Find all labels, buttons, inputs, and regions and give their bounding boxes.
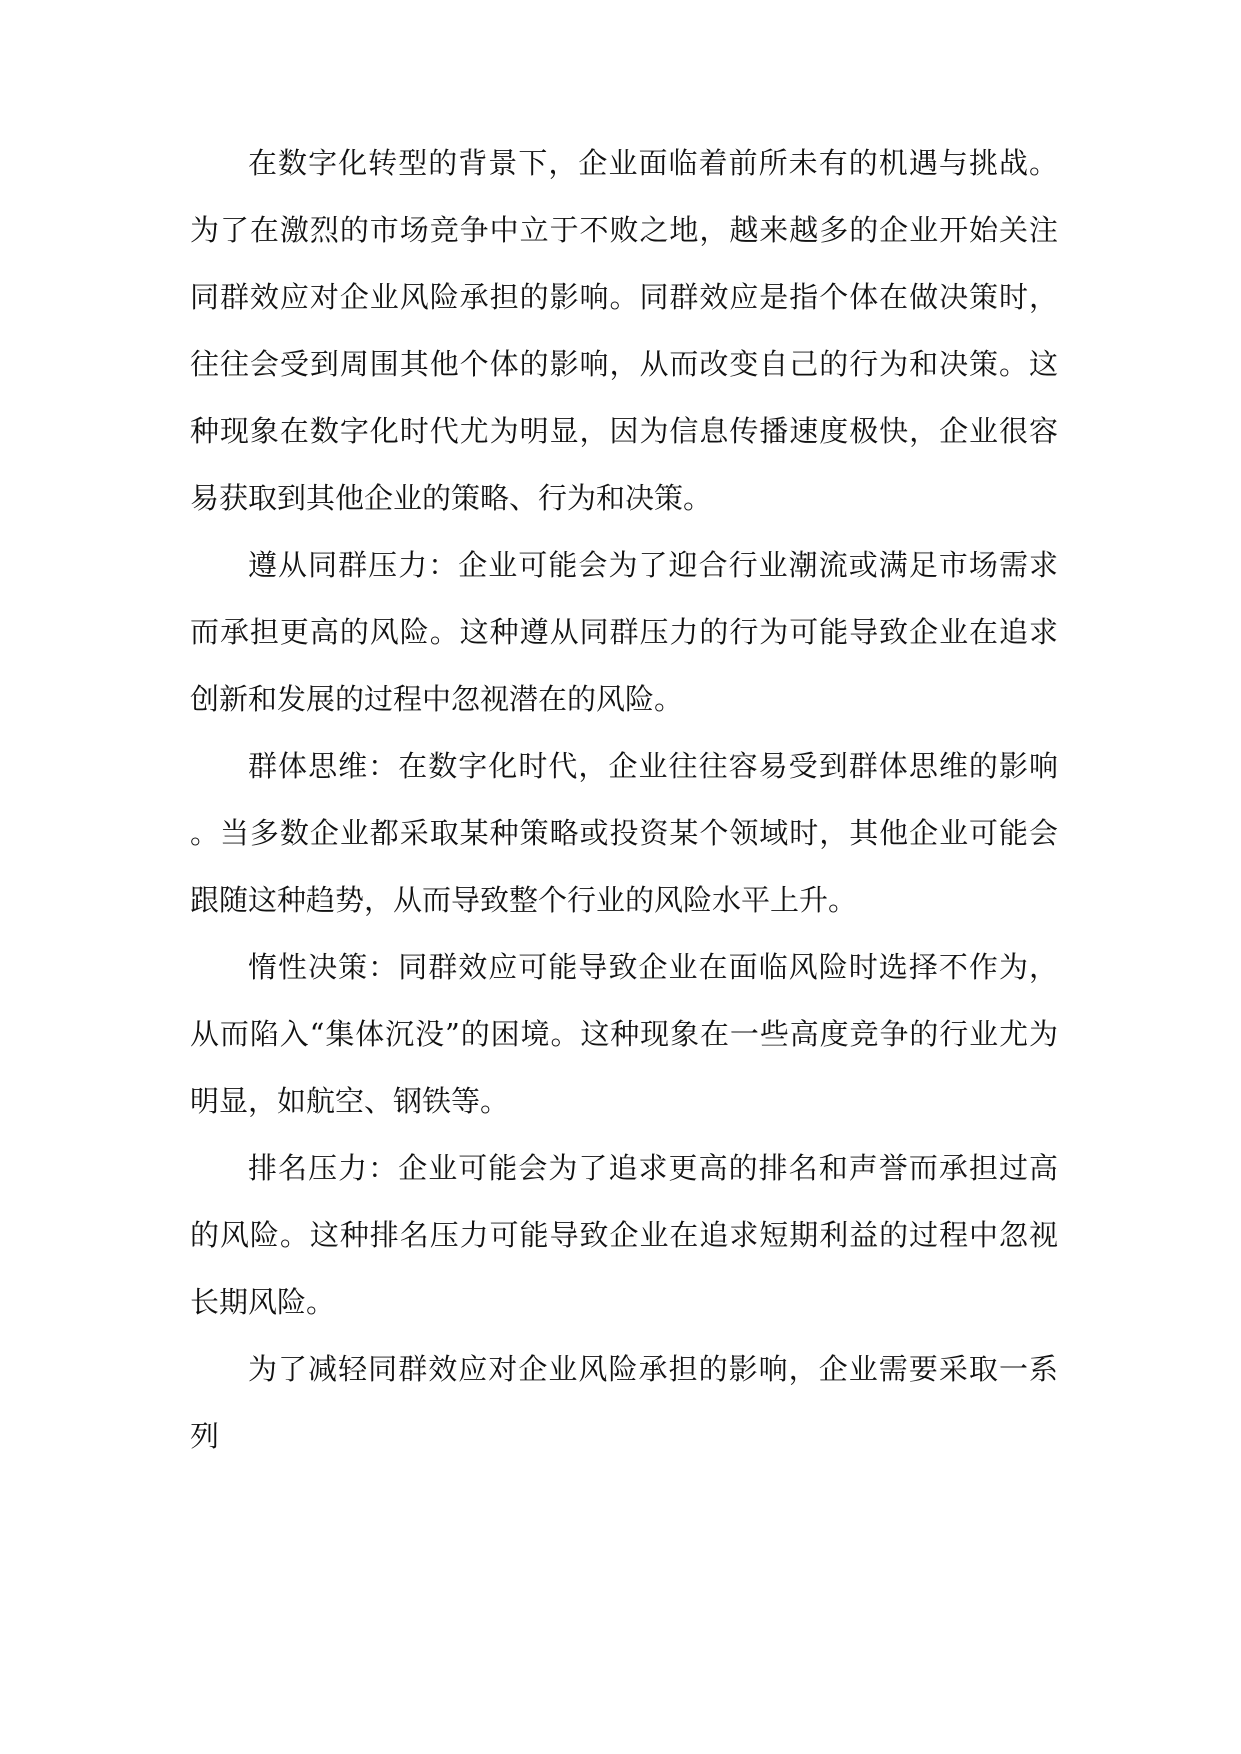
paragraph-intro: 在数字化转型的背景下，企业面临着前所未有的机遇与挑战。为了在激烈的市场竞争中立于不败之地，越来越多的企业开始关注同群效应对企业风险承担的影响。同群效应是指个体在做决策时，往往会受到周围其他个体的影响，从而改变自己的行为和决策。这种现象在数字化时代尤为明显，因为信息传播速度极快，企业很容易获取到其他企业的策略、行为和决策。 (190, 146, 1058, 515)
paragraph-mitigation: 为了减轻同群效应对企业风险承担的影响，企业需要采取一系列 (190, 1352, 1058, 1453)
paragraph-peer-pressure: 遵从同群压力：企业可能会为了迎合行业潮流或满足市场需求而承担更高的风险。这种遵从同群压力的行为可能导致企业在追求创新和发展的过程中忽视潜在的风险。 (190, 548, 1058, 716)
paragraph-inertia-decision: 惰性决策：同群效应可能导致企业在面临风险时选择不作为，从而陷入“集体沉没”的困境。这种现象在一些高度竞争的行业尤为明显，如航空、钢铁等。 (190, 950, 1058, 1118)
document-body (190, 130, 1058, 1470)
paragraph-groupthink: 群体思维：在数字化时代，企业往往容易受到群体思维的影响。当多数企业都采取某种策略或投资某个领域时，其他企业可能会跟随这种趋势，从而导致整个行业的风险水平上升。 (190, 749, 1058, 917)
paragraph-ranking-pressure: 排名压力：企业可能会为了追求更高的排名和声誉而承担过高的风险。这种排名压力可能导致企业在追求短期利益的过程中忽视长期风险。 (190, 1151, 1058, 1319)
